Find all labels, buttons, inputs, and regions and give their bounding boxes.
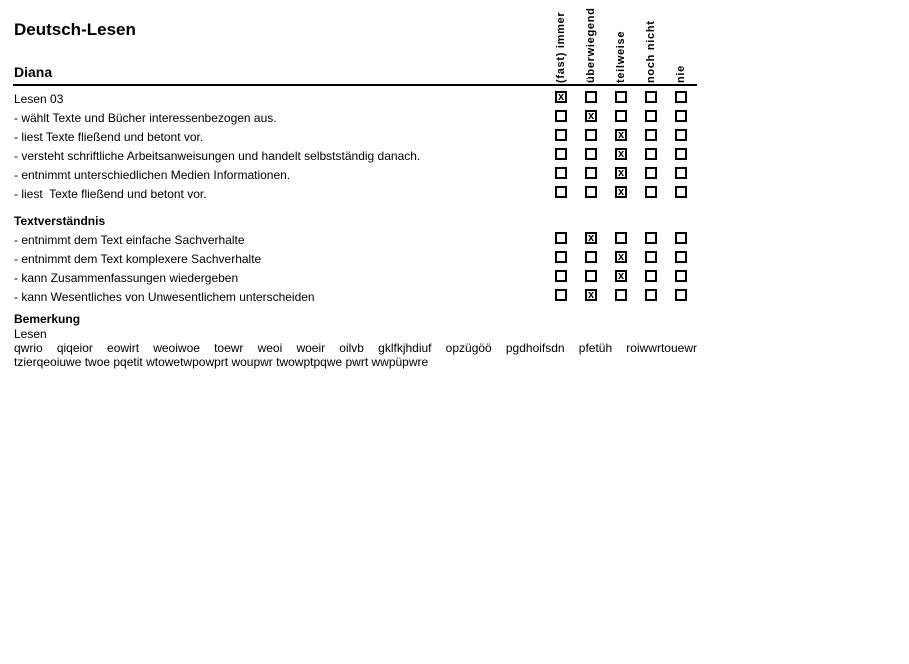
remarks-subtitle: Lesen bbox=[14, 327, 47, 341]
checkbox[interactable] bbox=[555, 167, 567, 179]
checkbox[interactable] bbox=[615, 289, 627, 301]
table-row bbox=[0, 109, 909, 128]
checkbox[interactable] bbox=[585, 186, 597, 198]
table-row bbox=[0, 250, 909, 269]
checkbox[interactable] bbox=[555, 110, 567, 122]
x-mark-icon: x bbox=[617, 186, 625, 198]
section-header-row bbox=[0, 212, 909, 231]
column-header-2: überwiegend bbox=[585, 7, 597, 83]
checkbox[interactable] bbox=[675, 186, 687, 198]
checkbox[interactable] bbox=[645, 91, 657, 103]
checkbox[interactable] bbox=[555, 186, 567, 198]
row-label: - entnimmt unterschiedlichen Medien Informationen. bbox=[14, 168, 291, 182]
remarks-text-line: qwrio qiqeior eowirt weoiwoe toewr weoi woeir oilvb gklfkjhdiuf opzügöö pgdhoifsdn pfetüh roiwwrtouewr bbox=[14, 341, 697, 355]
checkbox[interactable] bbox=[615, 91, 627, 103]
checkbox-checked[interactable] bbox=[615, 167, 627, 179]
row-label: - entnimmt dem Text einfache Sachverhalte bbox=[14, 233, 245, 247]
row-label: Lesen 03 bbox=[14, 92, 64, 106]
column-header-5: nie bbox=[675, 65, 687, 83]
table-row bbox=[0, 128, 909, 147]
checkbox-checked[interactable] bbox=[615, 270, 627, 282]
checkbox-checked[interactable] bbox=[555, 91, 567, 103]
row-label: - versteht schriftliche Arbeitsanweisungen und handelt selbstständig danach. bbox=[14, 149, 421, 163]
x-mark-icon: x bbox=[617, 251, 625, 263]
checkbox[interactable] bbox=[645, 232, 657, 244]
checkbox[interactable] bbox=[555, 232, 567, 244]
checkbox[interactable] bbox=[675, 270, 687, 282]
table-row bbox=[0, 166, 909, 185]
remarks-section bbox=[14, 312, 697, 369]
checkbox[interactable] bbox=[585, 251, 597, 263]
row-label: - liest Texte fließend und betont vor. bbox=[14, 187, 207, 201]
x-mark-icon: x bbox=[557, 91, 565, 103]
checkbox-checked[interactable] bbox=[585, 110, 597, 122]
assessment-table bbox=[0, 90, 909, 307]
checkbox[interactable] bbox=[675, 110, 687, 122]
x-mark-icon: x bbox=[617, 148, 625, 160]
row-label: - entnimmt dem Text komplexere Sachverhalte bbox=[14, 252, 262, 266]
column-header-3: teilweise bbox=[615, 30, 627, 83]
table-row bbox=[0, 288, 909, 307]
header-divider bbox=[13, 84, 697, 86]
student-name: Diana bbox=[14, 64, 53, 80]
checkbox[interactable] bbox=[675, 289, 687, 301]
x-mark-icon: x bbox=[617, 270, 625, 282]
checkbox[interactable] bbox=[675, 148, 687, 160]
checkbox[interactable] bbox=[585, 129, 597, 141]
column-header-4: noch nicht bbox=[645, 20, 657, 83]
checkbox[interactable] bbox=[555, 148, 567, 160]
table-row bbox=[0, 185, 909, 204]
checkbox[interactable] bbox=[585, 270, 597, 282]
x-mark-icon: x bbox=[617, 167, 625, 179]
checkbox[interactable] bbox=[645, 129, 657, 141]
checkbox-checked[interactable] bbox=[585, 289, 597, 301]
checkbox[interactable] bbox=[585, 167, 597, 179]
x-mark-icon: x bbox=[617, 129, 625, 141]
checkbox[interactable] bbox=[555, 251, 567, 263]
checkbox[interactable] bbox=[555, 270, 567, 282]
checkbox[interactable] bbox=[585, 148, 597, 160]
checkbox[interactable] bbox=[555, 129, 567, 141]
checkbox[interactable] bbox=[645, 270, 657, 282]
checkbox-checked[interactable] bbox=[615, 186, 627, 198]
x-mark-icon: x bbox=[587, 289, 595, 301]
checkbox[interactable] bbox=[615, 110, 627, 122]
table-row bbox=[0, 231, 909, 250]
section-title: Textverständnis bbox=[14, 214, 106, 228]
row-label: - kann Zusammenfassungen wiedergeben bbox=[14, 271, 239, 285]
checkbox-checked[interactable] bbox=[585, 232, 597, 244]
checkbox[interactable] bbox=[645, 167, 657, 179]
x-mark-icon: x bbox=[587, 110, 595, 122]
checkbox[interactable] bbox=[645, 186, 657, 198]
checkbox[interactable] bbox=[675, 167, 687, 179]
checkbox[interactable] bbox=[675, 91, 687, 103]
row-label: - kann Wesentliches von Unwesentlichem unterscheiden bbox=[14, 290, 315, 304]
checkbox[interactable] bbox=[615, 232, 627, 244]
row-label: - liest Texte fließend und betont vor. bbox=[14, 130, 204, 144]
checkbox-checked[interactable] bbox=[615, 129, 627, 141]
column-header-1: (fast) immer bbox=[555, 11, 567, 83]
checkbox[interactable] bbox=[675, 129, 687, 141]
checkbox[interactable] bbox=[645, 289, 657, 301]
table-row bbox=[0, 90, 909, 109]
x-mark-icon: x bbox=[587, 232, 595, 244]
page-title: Deutsch-Lesen bbox=[14, 20, 136, 39]
remarks-title: Bemerkung bbox=[14, 312, 81, 326]
row-label: - wählt Texte und Bücher interessenbezogen aus. bbox=[14, 111, 277, 125]
checkbox[interactable] bbox=[645, 251, 657, 263]
checkbox[interactable] bbox=[585, 91, 597, 103]
checkbox[interactable] bbox=[645, 110, 657, 122]
checkbox[interactable] bbox=[555, 289, 567, 301]
remarks-text-line: tzierqeoiuwe twoe pqetit wtowetwpowprt woupwr twowptpqwe pwrt wwpüpwre bbox=[14, 355, 429, 369]
checkbox[interactable] bbox=[675, 232, 687, 244]
checkbox-checked[interactable] bbox=[615, 148, 627, 160]
checkbox[interactable] bbox=[675, 251, 687, 263]
checkbox[interactable] bbox=[645, 148, 657, 160]
table-row bbox=[0, 269, 909, 288]
checkbox-checked[interactable] bbox=[615, 251, 627, 263]
table-row bbox=[0, 147, 909, 166]
